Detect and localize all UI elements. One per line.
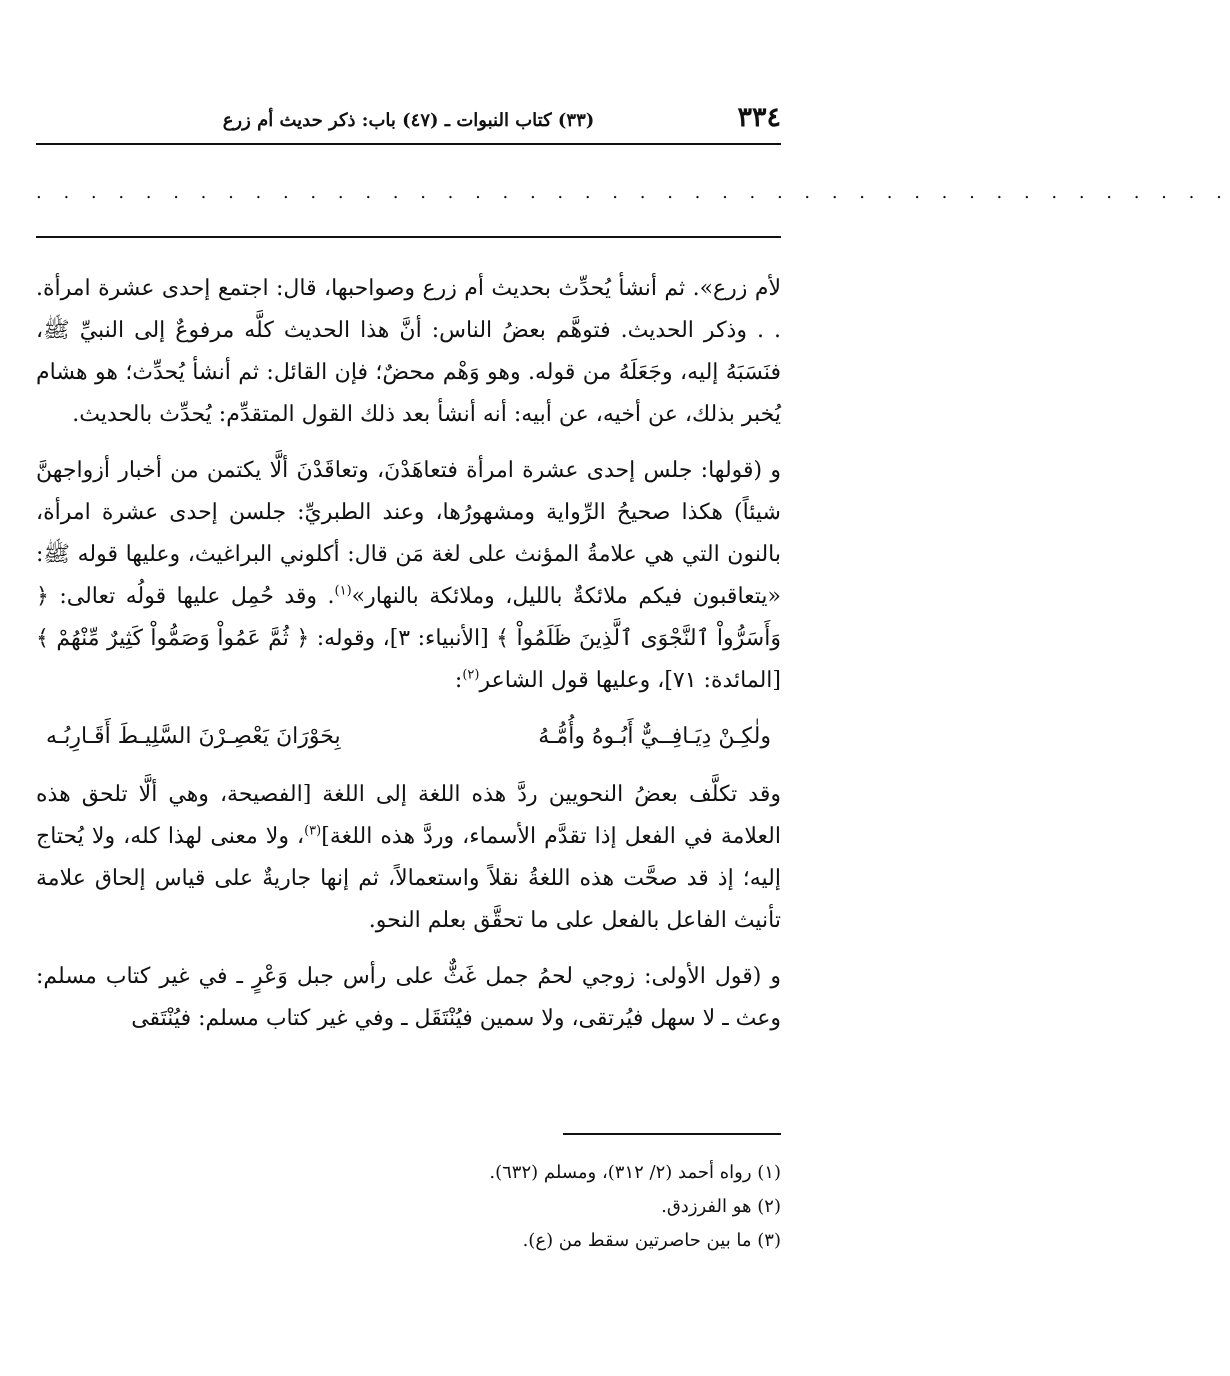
poetry-verse [46,716,771,758]
paragraph [36,450,781,702]
verse-second-hemistich: بِحَوْرَانَ يَعْصِـرْنَ السَّلِيـطَ أَقَـارِبُـه [46,724,341,749]
footnote-separator [563,1133,781,1135]
sentence-end: . [327,584,335,609]
header-rule [36,143,781,145]
paragraph [36,268,781,436]
verse-first-hemistich: ولٰكِـنْ دِيَـافِــيٌّ أَبُـوهُ وأُمُّـهُ [538,724,771,749]
footnote: (١) رواه أحمد (٢/ ٣١٢)، ومسلم (٦٣٢). [489,1162,781,1183]
footnote-ref-1: (١) [334,583,352,599]
footnote: (٢) هو الفرزدق. [661,1196,781,1217]
paragraph-text: و (قول الأولى: زوجي لحمُ جمل غَثٌّ على رأس جبل وَعْرٍ ـ في غير كتاب مسلم: وعث ـ لا سهل فيُرتقى، ولا سمين فيُنْتَقَل ـ وفي غير كتاب مسلم: فيُنْتَقى [36,964,781,1031]
paragraph-text: ، ولا معنى لهذا كله، ولا يُحتاج إليه؛ إذ قد صحَّت هذه اللغةُ نقلاً واستعمالاً، ثم إنها جاريةٌ على قياس إلحاق علامة تأنيث الفاعل بالفعل على ما تحقَّق بعلم النحو. [36,824,781,933]
paragraph-text: و (قولها: جلس إحدى عشرة امرأة فتعاهَدْنَ، وتعاقَدْنَ ألَّا يكتمن من أخبار أزواجهنَّ شيئاً) هكذا صحيحُ الرِّواية ومشهورُها، وعند الطبريِّ: جلسن إحدى عشرة امرأة، بالنون التي هي علامةُ المؤنث على لغة مَن قال: أكلوني البراغيث، وعليها قوله ﷺ: «يتعاقبون فيكم ملائكةٌ بالليل، وملائكة بالنهار» [36,458,781,609]
paragraph [36,956,781,1040]
section-rule [36,236,781,238]
colon: : [454,668,463,693]
footnotes [36,1156,781,1258]
paragraph-text: وقد حُمِل عليها قولُه تعالى: ﴿ وَأَسَرُّواْ ٱلنَّجْوَى ٱلَّذِينَ ظَلَمُواْ ﴾ [الأنبياء: ٣]، وقوله: ﴿ ثُمَّ عَمُواْ وَصَمُّواْ كَثِيرٌ مِّنْهُمْ ﴾ [المائدة: ٧١]، وعليها قول الشاعر [36,584,781,693]
paragraph [36,774,781,942]
footnote-ref-3: (٣) [304,823,322,839]
omission-dots: . . . . . . . . . . . . . . . . . . . . . . . . . . . . . . . . . . . . . . . . . . . . [36,182,1230,203]
page-number: ٣٣٤ [737,102,781,133]
footnote: (٣) ما بين حاصرتين سقط من (ع). [522,1230,781,1251]
running-title: (٣٣) كتاب النبوات ـ (٤٧) باب: ذكر حديث أم زرع [222,110,595,131]
main-text [36,268,781,1054]
page-header [36,100,781,140]
paragraph-text: وقد تكلَّف بعضُ النحويين ردَّ هذه اللغة إلى اللغة [الفصيحة، وهي ألَّا تلحق هذه العلامة في الفعل إذا تقدَّم الأسماء، وردَّ هذه اللغة] [36,782,781,849]
footnote-ref-2: (٢) [462,667,480,683]
paragraph-text: لأم زرع». ثم أنشأ يُحدِّث بحديث أم زرع وصواحبها، قال: اجتمع إحدى عشرة امرأة. . . وذكر الحديث. فتوهَّم بعضُ الناس: أنَّ هذا الحديث كلَّه مرفوعٌ إلى النبيِّ ﷺ، فنَسَبَهُ إليه، وجَعَلَهُ من قوله. وهو وَهْم محضٌ؛ فإن القائل: ثم أنشأ يُحدِّث؛ هو هشام يُخبر بذلك، عن أخيه، عن أبيه: أنه أنشأ بعد ذلك القول المتقدِّم: يُحدِّث بالحديث. [36,276,781,427]
